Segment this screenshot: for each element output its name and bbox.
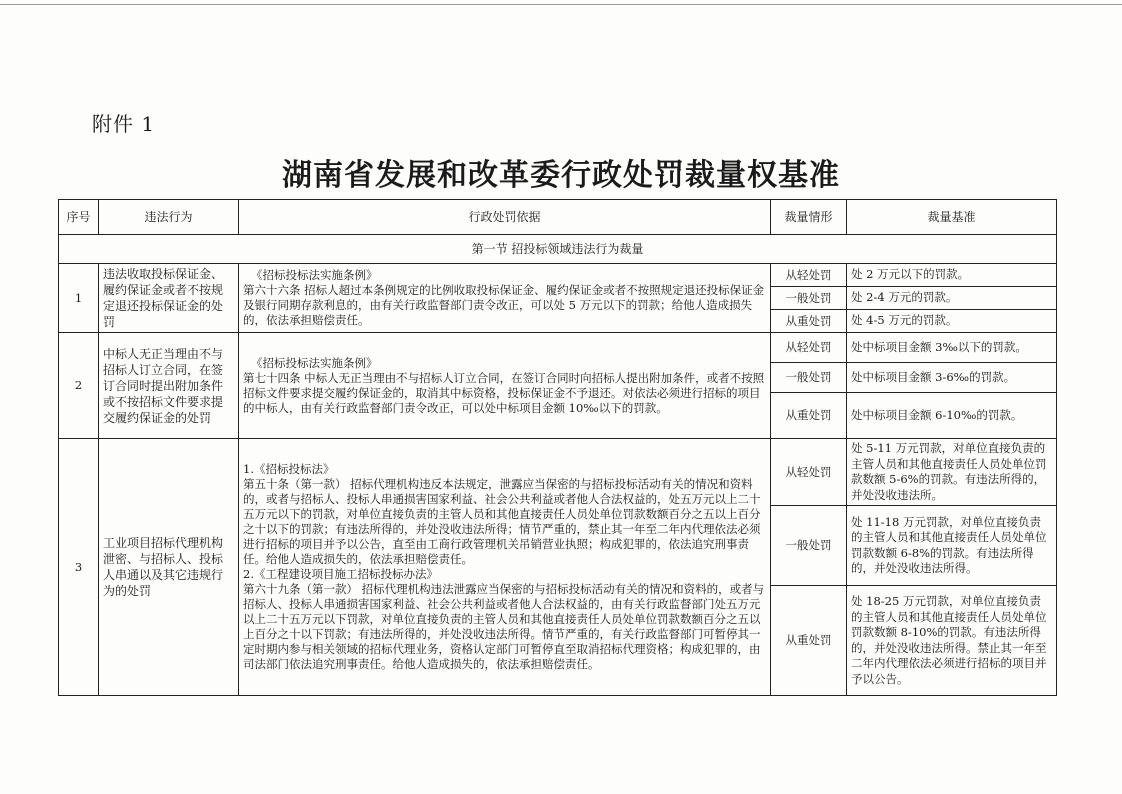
attachment-label: 附件 1	[92, 112, 156, 136]
penalty-standard: 处 2-4 万元的罚款。	[847, 287, 1057, 310]
penalty-level: 从轻处罚	[771, 439, 847, 506]
section-row	[59, 235, 1057, 264]
penalty-table	[58, 199, 1057, 696]
header-act: 违法行为	[99, 200, 239, 235]
row-seq: 3	[59, 439, 99, 696]
penalty-level: 一般处罚	[771, 287, 847, 310]
penalty-level: 一般处罚	[771, 363, 847, 393]
header-level: 裁量情形	[771, 200, 847, 235]
table-row	[59, 333, 1057, 363]
basis-line: 《招标投标法实施条例》	[251, 355, 378, 370]
penalty-standard: 处中标项目金额 3‰以下的罚款。	[847, 333, 1057, 363]
header-standard: 裁量基准	[847, 200, 1057, 235]
document-title: 湖南省发展和改革委行政处罚裁量权基准	[282, 158, 840, 193]
table-header-row	[59, 200, 1057, 235]
basis-line: 2.《工程建设项目施工招标投标办法》	[243, 567, 438, 581]
row-basis	[239, 333, 771, 439]
penalty-level: 从轻处罚	[771, 264, 847, 287]
penalty-standard: 处中标项目金额 6-10‰的罚款。	[847, 393, 1057, 439]
penalty-standard: 处 11-18 万元罚款，对单位直接负责的主管人员和其他直接责任人员处单位罚款数额 6-8%的罚款。有违法所得的，并处没收违法所得。	[847, 506, 1057, 586]
table-row	[59, 439, 1057, 506]
header-basis: 行政处罚依据	[239, 200, 771, 235]
row-violation: 违法收取投标保证金、履约保证金或者不按规定退还投标保证金的处罚	[99, 264, 239, 333]
basis-line: 《招标投标法实施条例》	[251, 268, 378, 282]
row-violation: 中标人无正当理由不与招标人订立合同，在签订合同时提出附加条件或不按招标文件要求提交履约保证金的处罚	[99, 333, 239, 439]
basis-line: 第五十条（第一款） 招标代理机构违反本法规定，泄露应当保密的与招标投标活动有关的情况和资料的，或者与招标人、投标人串通损害国家利益、社会公共利益或者他人合法权益的，处五万元以上二十五万元以下的罚款，对单位直接负责的主管人员和其他直接责任人员处单位罚款数额百分之五以上百分之十以下的罚款；有违法所得的，并处没收违法所得；情节严重的，禁止其一年至二年内代理依法必须进行招标的项目并予以公告，直至由工商行政管理机关吊销营业执照；构成犯罪的，依法追究刑事责任。给他人造成损失的，依法承担赔偿责任。	[243, 477, 761, 566]
page-top-border	[0, 4, 1122, 5]
basis-line: 第六十九条（第一款） 招标代理机构违法泄露应当保密的与招标投标活动有关的情况和资料的，或者与招标人、投标人串通损害国家利益、社会公共利益或者他人合法权益的，由有关行政监督部门处五万元以上二十五万元以下罚款，对单位直接负责的主管人员和其他直接责任人员处单位罚款数额百分之五以上百分之十以下罚款；有违法所得的，并处没收违法所得。情节严重的，有关行政监督部门可暂停其一定时期内参与相关领域的招标代理业务，资格认定部门可暂停直至取消招标代理资格；构成犯罪的，由司法部门依法追究刑事责任。给他人造成损失的，依法承担赔偿责任。	[243, 582, 765, 671]
penalty-table-container	[58, 199, 1056, 696]
penalty-level: 从重处罚	[771, 310, 847, 333]
row-basis	[239, 439, 771, 696]
penalty-standard: 处中标项目金额 3-6‰的罚款。	[847, 363, 1057, 393]
basis-line: 1.《招标投标法》	[243, 462, 335, 476]
penalty-standard: 处 18-25 万元罚款，对单位直接负责的主管人员和其他直接责任人员处单位罚款数额 8-10%的罚款。有违法所得的，并处没收违法所得。禁止其一年至二年内代理依法必须进行招标的项目并予以公告。	[847, 586, 1057, 696]
penalty-standard: 处 5-11 万元罚款，对单位直接负责的主管人员和其他直接责任人员处单位罚款数额 5-6%的罚款。有违法所得的，并处没收违法所。	[847, 439, 1057, 506]
row-seq: 1	[59, 264, 99, 333]
penalty-level: 从重处罚	[771, 586, 847, 696]
penalty-level: 从轻处罚	[771, 333, 847, 363]
row-seq: 2	[59, 333, 99, 439]
row-violation: 工业项目招标代理机构泄密、与招标人、投标人串通以及其它违规行为的处罚	[99, 439, 239, 696]
penalty-standard: 处 4-5 万元的罚款。	[847, 310, 1057, 333]
basis-line: 第七十四条 中标人无正当理由不与招标人订立合同，在签订合同时向招标人提出附加条件，或者不按照招标文件要求提交履约保证金的，取消其中标资格，投标保证金不予退还。对依法必须进行招标的项目的中标人，由有关行政监督部门责令改正，可以处中标项目金额 10‰以下的罚款。	[243, 370, 765, 415]
section-title: 第一节 招投标领域违法行为裁量	[59, 235, 1057, 264]
penalty-standard: 处 2 万元以下的罚款。	[847, 264, 1057, 287]
row-basis	[239, 264, 771, 333]
basis-line: 第六十六条 招标人超过本条例规定的比例收取投标保证金、履约保证金或者不按照规定退还投标保证金及银行同期存款利息的，由有关行政监督部门责令改正，可以处 5 万元以下的罚款；给他人造成损失的，依法承担赔偿责任。	[243, 283, 765, 327]
penalty-level: 一般处罚	[771, 506, 847, 586]
header-seq: 序号	[59, 200, 99, 235]
penalty-level: 从重处罚	[771, 393, 847, 439]
table-row	[59, 264, 1057, 287]
